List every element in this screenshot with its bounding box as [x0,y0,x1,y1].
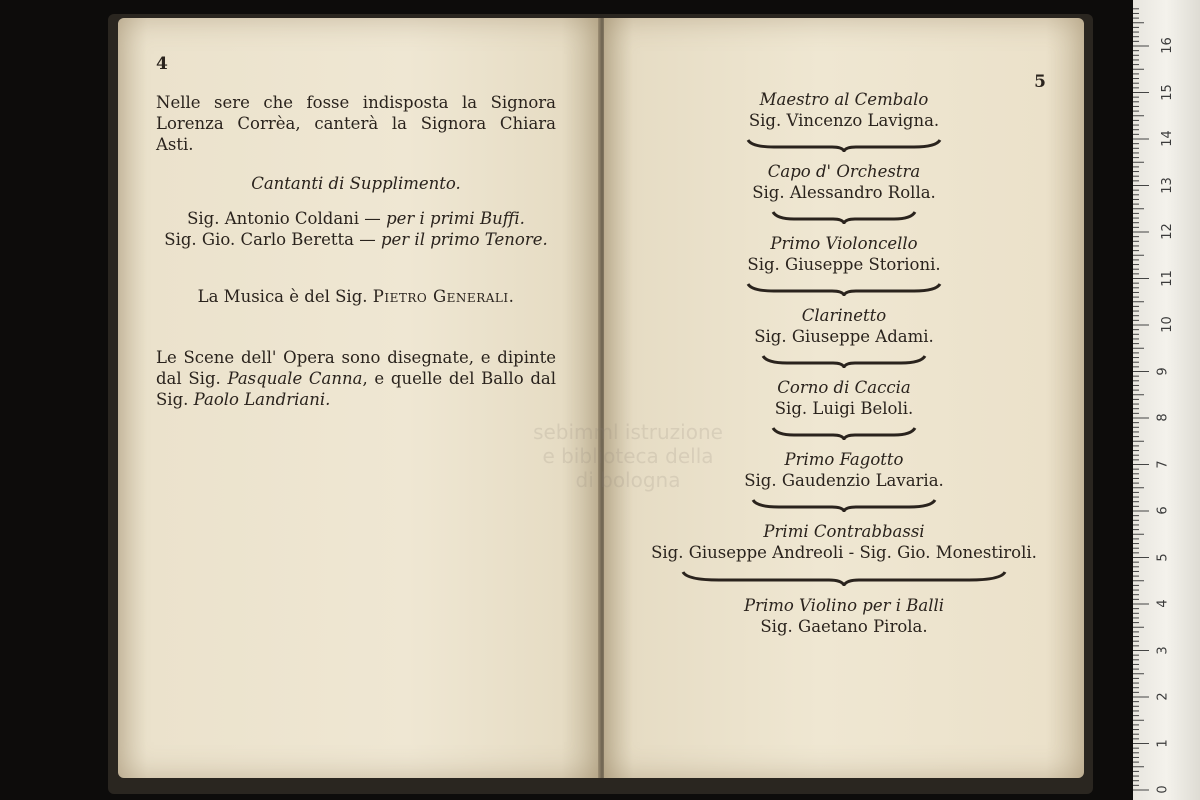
supplement-list [156,208,556,250]
ruler-number: 10 [1159,316,1175,333]
orchestra-member: Sig. Gaudenzio Lavaria. [744,471,944,490]
brace-ornament [679,570,1009,586]
orchestra-entry [624,306,1064,368]
orchestra-member: Sig. Luigi Beloli. [774,399,914,418]
brace-ornament [749,498,939,512]
ruler-number: 0 [1155,785,1171,794]
watermark-line: sebimml istruzione [533,420,723,444]
brace-ornament [744,282,944,296]
ruler-number: 4 [1155,599,1171,608]
supplement-title: Cantanti di Supplimento. [251,174,461,193]
ruler-ticks [1133,0,1200,800]
scenery-designer-ballet: Paolo Landriani. [193,390,331,409]
orchestra-entry [624,522,1064,586]
ruler-number: 2 [1155,692,1171,701]
ruler-number: 3 [1155,645,1171,655]
orchestra-role: Primo Fagotto [784,450,904,469]
orchestra-member: Sig. Gaetano Pirola. [760,617,928,636]
supplement-role: per i primi Buffi. [386,209,525,228]
left-page-body [156,92,556,410]
scenery-text: , e quelle del Ballo dal Sig. [156,369,557,409]
orchestra-role: Capo d' Orchestra [767,162,921,181]
ruler-number: 14 [1159,130,1175,147]
orchestra-entry [624,596,1064,638]
ruler-number: 7 [1155,459,1171,469]
scenery-credit [156,347,556,410]
supplement-singer: Sig. Antonio Coldani — [187,209,381,228]
orchestra-entry [624,90,1064,152]
left-page-number: 4 [156,54,168,74]
scenery-text: Le Scene dell' Opera sono disegnate, e dipinte dal Sig. [156,348,556,388]
orchestra-role: Primo Violino per i Balli [743,596,945,615]
supplement-singer: Sig. Gio. Carlo Beretta — [164,230,376,249]
composer-name: Pietro Generali. [372,287,515,306]
supplement-role: per il primo Tenore. [380,230,548,249]
orchestra-role: Maestro al Cembalo [759,90,929,109]
ruler-number: 1 [1155,738,1171,748]
ruler-number: 9 [1155,366,1171,376]
watermark-line: di bologna [575,468,681,492]
orchestra-role: Corno di Caccia [777,378,911,397]
ruler-number: 16 [1159,37,1175,54]
brace-ornament [769,210,919,224]
measurement-ruler [1133,0,1200,800]
brace-ornament [769,426,919,440]
ruler-number: 15 [1159,83,1175,101]
ruler-number: 5 [1155,552,1171,562]
orchestra-member: Sig. Giuseppe Adami. [754,327,934,346]
ruler-number: 12 [1159,223,1175,240]
right-page-number: 5 [1034,72,1046,92]
brace-ornament [744,138,944,152]
ruler-number: 11 [1159,269,1175,287]
watermark-line: e biblioteca della [542,444,714,468]
orchestra-entry [624,162,1064,224]
ruler-number: 13 [1159,176,1175,194]
library-watermark [498,420,758,492]
orchestra-member: Sig. Giuseppe Andreoli - Sig. Gio. Monestiroli. [651,543,1037,562]
orchestra-member: Sig. Giuseppe Storioni. [747,255,941,274]
supplement-line [156,229,556,250]
ruler-number: 8 [1155,413,1171,422]
brace-ornament [759,354,929,368]
left-page [118,18,600,778]
orchestra-member: Sig. Vincenzo Lavigna. [748,111,940,130]
music-credit [156,286,556,307]
orchestra-entry [624,234,1064,296]
orchestra-role: Primi Contrabbassi [763,522,925,541]
right-page [604,18,1084,778]
supplement-line [156,208,556,229]
scenery-designer-opera: Pasquale Canna [227,369,363,388]
orchestra-member: Sig. Alessandro Rolla. [752,183,936,202]
substitute-notice: Nelle sere che fosse indisposta la Signora Lorenza Corrèa, canterà la Signora Chiara Asti. [156,93,556,154]
orchestra-role: Primo Violoncello [770,234,918,253]
music-prefix: La Musica è del Sig. [197,287,368,306]
ruler-number: 6 [1155,506,1171,515]
orchestra-list [624,90,1064,638]
orchestra-role: Clarinetto [801,306,887,325]
